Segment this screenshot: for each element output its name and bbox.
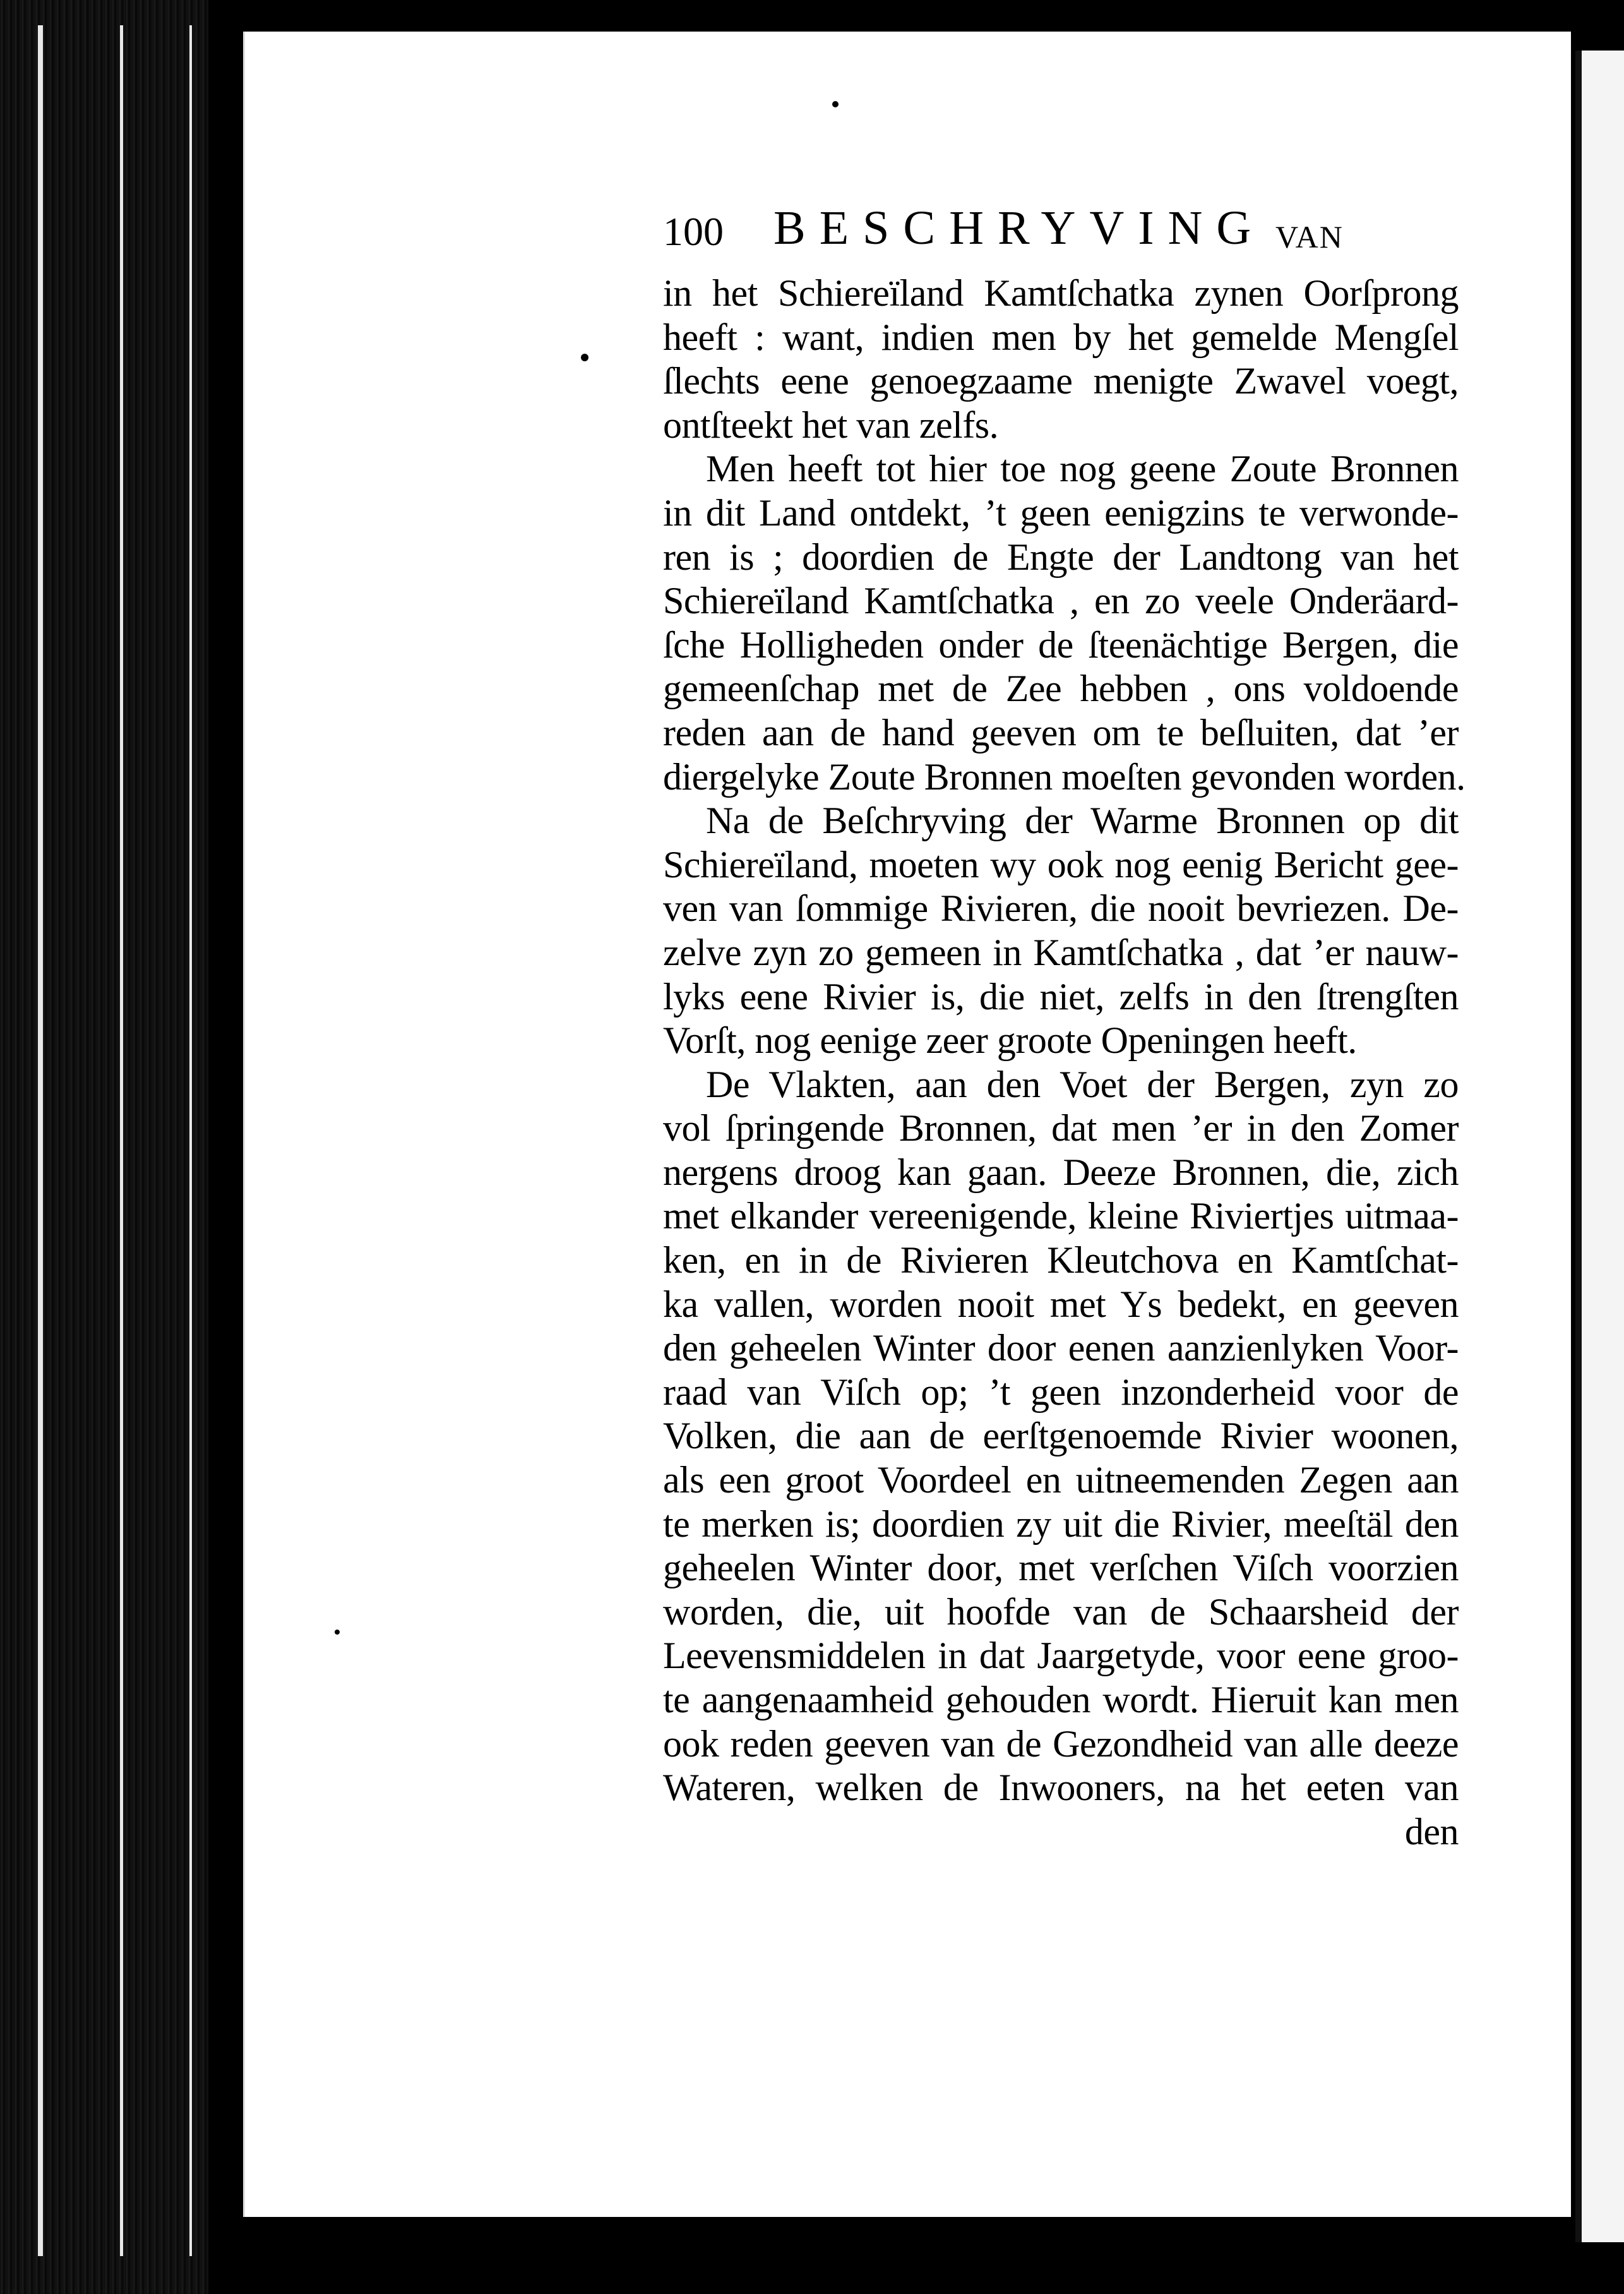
text-line: in dit Land ontdekt, ’t geen eenigzins te verwonde- <box>663 491 1459 534</box>
binding-highlight <box>120 25 123 2256</box>
page-number: 100 <box>663 209 724 254</box>
text-line: Na de Beſchryving der Warme Bronnen op dit <box>706 800 1459 842</box>
text-line: den geheelen Winter door eenen aanzienlyken Voor- <box>663 1327 1459 1369</box>
text-line: reden aan de hand geeven om te beſluiten, dat ’er <box>663 711 1459 754</box>
adjacent-page-edge <box>1575 51 1624 2242</box>
ink-speck <box>581 354 588 361</box>
running-title: BESCHRYVING <box>773 201 1265 255</box>
text-line: diergelyke Zoute Bronnen moeſten gevonden worden. <box>663 755 1466 798</box>
text-line: ook reden geeven van de Gezondheid van alle deeze <box>663 1722 1459 1765</box>
text-line: ven van ſommige Rivieren, die nooit bevriezen. De- <box>663 887 1459 930</box>
ink-speck <box>335 1630 340 1635</box>
text-line: te merken is; doordien zy uit die Rivier, meeſtäl den <box>663 1503 1459 1545</box>
text-line: in het Schiereïland Kamtſchatka zynen Oorſprong <box>663 272 1459 314</box>
text-line: Men heeft tot hier toe nog geene Zoute Bronnen <box>706 448 1459 490</box>
text-line: heeft : want, indien men by het gemelde Mengſel <box>663 316 1459 358</box>
text-line: als een groot Voordeel en uitneemenden Zegen aan <box>663 1459 1459 1501</box>
text-line: met elkander vereenigende, kleine Riviertjes uitmaa- <box>663 1195 1459 1237</box>
text-line: vol ſpringende Bronnen, dat men ’er in den Zomer <box>663 1107 1459 1150</box>
text-line: Schiereïland Kamtſchatka , en zo veele Onderäard- <box>663 580 1459 622</box>
book-binding-edge <box>0 0 208 2294</box>
text-line: gemeenſchap met de Zee hebben , ons voldoende <box>663 668 1459 710</box>
text-line: ken, en in de Rivieren Kleutchova en Kamtſchat- <box>663 1239 1459 1282</box>
text-line: Wateren, welken de Inwooners, na het eeten van <box>663 1767 1459 1809</box>
text-line: Volken, die aan de eerſtgenoemde Rivier woonen, <box>663 1415 1459 1457</box>
text-line: ren is ; doordien de Engte der Landtong van het <box>663 536 1459 578</box>
text-line: Vorſt, nog eenige zeer groote Openingen heeft. <box>663 1019 1357 1062</box>
text-line: te aangenaamheid gehouden wordt. Hieruit kan men <box>663 1679 1459 1721</box>
ink-speck <box>832 101 839 107</box>
text-line: lyks eene Rivier is, die niet, zelfs in den ſtrengſten <box>663 975 1459 1018</box>
text-line: zelve zyn zo gemeen in Kamtſchatka , dat ’er nauw- <box>663 931 1459 973</box>
text-line: Schiereïland, moeten wy ook nog eenig Bericht gee- <box>663 843 1459 886</box>
binding-highlight <box>38 25 43 2256</box>
text-line: nergens droog kan gaan. Deeze Bronnen, die, zich <box>663 1151 1459 1193</box>
binding-highlight <box>189 25 192 2256</box>
text-line: ſche Holligheden onder de ſteenächtige Bergen, die <box>663 623 1459 666</box>
body-text <box>663 272 1466 1854</box>
text-line: ſlechts eene genoegzaame menigte Zwavel voegt, <box>663 360 1459 402</box>
text-line: Leevensmiddelen in dat Jaargetyde, voor eene groo- <box>663 1635 1459 1677</box>
text-line: De Vlakten, aan den Voet der Bergen, zyn zo <box>706 1063 1459 1105</box>
running-header <box>663 201 1370 264</box>
catchword: den <box>1404 1810 1459 1853</box>
text-line: ka vallen, worden nooit met Ys bedekt, en geeven <box>663 1283 1459 1325</box>
text-line: ontſteekt het van zelfs. <box>663 404 999 446</box>
text-line: raad van Viſch op; ’t geen inzonderheid voor de <box>663 1371 1459 1413</box>
text-line: geheelen Winter door, met verſchen Viſch voorzien <box>663 1547 1459 1589</box>
running-title-suffix: VAN <box>1275 219 1344 255</box>
text-line: worden, die, uit hoofde van de Schaarsheid der <box>663 1590 1459 1633</box>
